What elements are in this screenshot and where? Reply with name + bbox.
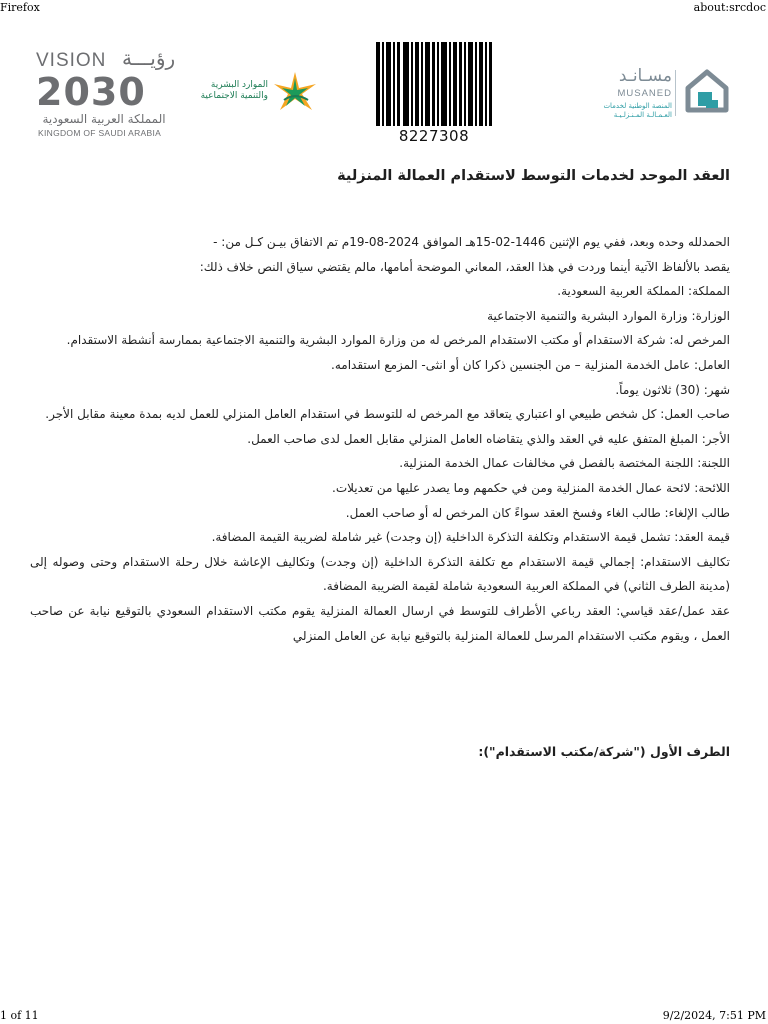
musaned-subtitle-line2: العـمـالـة المـنـزلـيـة bbox=[613, 111, 672, 119]
print-footer-datetime: 9/2/2024, 7:51 PM bbox=[662, 1009, 766, 1022]
contract-paragraph: الأجر: المبلغ المتفق عليه في العقد والذي يتقاضاه العامل المنزلي مقابل العمل لدى صاحب العمل. bbox=[247, 431, 730, 446]
first-party-heading: الطرف الأول ("شركة/مكتب الاستقدام"): bbox=[478, 744, 730, 759]
contract-definitions bbox=[30, 230, 730, 648]
contract-paragraph: اللجنة: اللجنة المختصة بالفصل في مخالفات عمال الخدمة المنزلية. bbox=[399, 456, 730, 471]
vision-word: VISION bbox=[36, 50, 107, 71]
ministry-star-icon bbox=[272, 70, 318, 114]
print-footer-page-count: 1 of 11 bbox=[0, 1009, 39, 1022]
musaned-logo bbox=[594, 66, 734, 122]
musaned-house-icon bbox=[682, 66, 732, 116]
contract-paragraph: تكاليف الاستقدام: إجمالي قيمة الاستقدام مع تكلفة التذكرة الداخلية (إن وجدت) وتكاليف الإعاشة خلال رحلة الاستقدام وحتى وصوله إلى (مدينة الطرف الثاني) في المملكة العربية السعودية شاملة لقيمة الضريبة المضافة. bbox=[30, 554, 730, 594]
barcode-image bbox=[374, 42, 494, 126]
ministry-name bbox=[182, 80, 268, 102]
contract-paragraph: المملكة: المملكة العربية السعودية. bbox=[557, 284, 730, 299]
contract-paragraph: الحمدلله وحده وبعد، ففي يوم الإثنين 1446-02-15هـ الموافق 2024-08-19م تم الاتفاق بيـن كـل من: - bbox=[213, 235, 730, 249]
barcode-number: 8227308 bbox=[398, 127, 470, 145]
ministry-logo bbox=[180, 70, 320, 114]
vision-ksa-english: KINGDOM OF SAUDI ARABIA bbox=[38, 128, 162, 138]
contract-paragraph: يقصد بالألفاظ الآتية أينما وردت في هذا العقد، المعاني الموضحة أمامها، مالم يقتضي سياق النص خلاف ذلك: bbox=[199, 259, 730, 274]
contract-paragraph: الوزارة: وزارة الموارد البشرية والتنمية الاجتماعية bbox=[487, 308, 730, 323]
musaned-divider bbox=[675, 70, 676, 116]
musaned-subtitle-line1: المنصة الوطنية لخدمات bbox=[603, 102, 672, 110]
contract-title: العقد الموحد لخدمات التوسط لاستقدام العمالة المنزلية bbox=[337, 168, 730, 184]
print-header-app: Firefox bbox=[0, 1, 40, 14]
contract-paragraph: شهر: (30) ثلاثون يوماً. bbox=[615, 382, 730, 397]
musaned-english: MUSANED bbox=[617, 88, 672, 99]
contract-paragraph: عقد عمل/عقد قياسي: العقد رباعي الأطراف للتوسط في ارسال العمالة المنزلية يقوم مكتب الاستقدام السعودي بالتوقيع نيابة عن صاحب العمل ، ويقوم مكتب الاستقدام المرسل للعمالة المنزلية بالتوقيع نيابة عن العامل المنزلي bbox=[30, 603, 730, 643]
vision-arabic-word: رؤيـــة bbox=[122, 46, 176, 70]
musaned-arabic: مسـانـد bbox=[618, 66, 672, 86]
contract-paragraph: المرخص له: شركة الاستقدام أو مكتب الاستقدام المرخص له من وزارة الموارد البشرية والتنمية الاجتماعية بممارسة أنشطة الاستقدام. bbox=[66, 333, 730, 348]
vision-year: 2030 bbox=[36, 70, 146, 114]
ministry-name-line2: والتنمية الاجتماعية bbox=[200, 91, 268, 101]
contract-paragraph: اللائحة: لائحة عمال الخدمة المنزلية ومن في حكمهم وما يصدر عليها من تعديلات. bbox=[332, 480, 730, 495]
print-header-url: about:srcdoc bbox=[693, 1, 766, 14]
vision-2030-logo bbox=[36, 46, 176, 138]
contract-paragraph: صاحب العمل: كل شخص طبيعي او اعتباري يتعاقد مع المرخص له للتوسط في استقدام العامل المنزلي للعمل لديه بمدة معينة مقابل الأجر. bbox=[45, 407, 730, 422]
ministry-name-line1: الموارد البشرية bbox=[210, 80, 268, 90]
contract-paragraph: طالب الإلغاء: طالب الغاء وفسخ العقد سواءً كان المرخص له أو صاحب العمل. bbox=[345, 505, 730, 520]
contract-paragraph: قيمة العقد: تشمل قيمة الاستقدام وتكلفة التذكرة الداخلية (إن وجدت) غير شاملة لضريبة القيمة المضافة. bbox=[211, 530, 730, 545]
contract-paragraph: العامل: عامل الخدمة المنزلية – من الجنسين ذكرا كان أو انثى- المزمع استقدامه. bbox=[331, 357, 730, 372]
vision-ksa-arabic: المملكة العربية السعودية bbox=[42, 112, 166, 126]
